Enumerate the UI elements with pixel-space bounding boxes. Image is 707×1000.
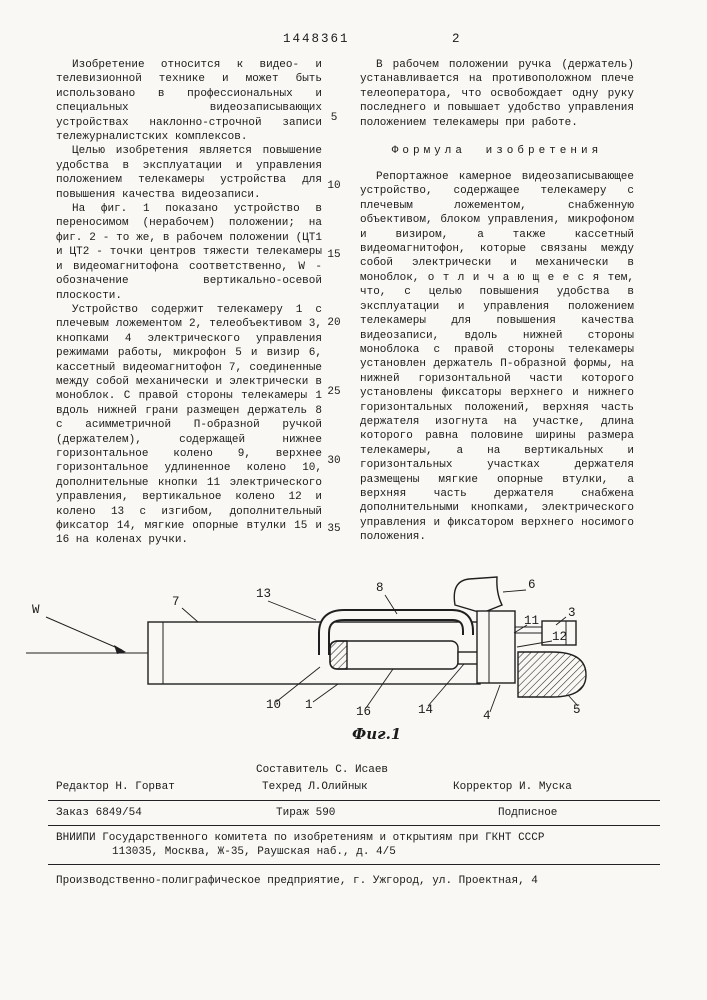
patent-number: 1448361 — [283, 32, 350, 46]
figure-label: 14 — [418, 703, 434, 717]
line-number: 35 — [327, 523, 341, 535]
divider — [48, 864, 660, 865]
viewfinder-horn — [454, 577, 502, 613]
figure-label: 6 — [528, 578, 536, 592]
paragraph: На фиг. 1 показано устройство в переносимом (нерабочем) положении; на фиг. 2 - то же, в рабочем положении (ЦТ1 и ЦТ2 - точки центров тяжести телекамеры и видеомагнитофона соответственно, W - обозначение вертикально-осевой плоскости. — [56, 203, 322, 302]
techred-credit: Техред Л.Олийнык — [262, 781, 368, 793]
figure-label: 4 — [483, 709, 491, 723]
claims-heading: Формула изобретения — [391, 145, 603, 158]
line-number: 30 — [327, 455, 341, 467]
figure-caption: Фиг.1 — [352, 725, 402, 743]
figure-label: 7 — [172, 595, 180, 609]
page-number: 2 — [452, 32, 460, 46]
paragraph: Изобретение относится к видео- и телевизионной технике и может быть использовано в профессиональных и специальных видеозаписывающих устройствах наклонно-строчной записи тележурналистских комплексов. — [56, 59, 322, 144]
figure-label: 1 — [305, 698, 313, 712]
figure-label: W — [32, 603, 40, 617]
line-number: 10 — [327, 180, 341, 192]
paragraph: В рабочем положении ручка (держатель) устанавливается на противоположном плече телеоператора, что освобождает одну руку последнего и повышает удобство управления положением телекамеры при работе. — [360, 59, 634, 129]
figure-label: 16 — [356, 705, 372, 719]
vniipo-address: 113035, Москва, Ж-35, Раушская наб., д. 4/5 — [112, 846, 396, 858]
figure-label: 5 — [573, 703, 581, 717]
page-header — [0, 32, 707, 50]
circulation: Тираж 590 — [276, 807, 336, 819]
figure-label: 13 — [256, 587, 272, 601]
line-number: 5 — [330, 112, 338, 124]
w-arrow-line — [46, 617, 122, 650]
printing-house: Производственно-полиграфическое предприятие, г. Ужгород, ул. Проектная, 4 — [56, 875, 538, 887]
divider — [48, 800, 660, 801]
corrector-credit: Корректор И. Муска — [453, 781, 572, 793]
claim-paragraph: Репортажное камерное видеозаписывающее устройство, содержащее телекамеру с плечевым ложементом, снабженную объективом, блоком управления, микрофоном и визиром, а также кассетный видеомагнитофон, которые связаны между собой электрически и механически в моноблок, о т л и ч а ю щ е е с я тем, что, с целью повышения удобства в эксплуатации и управления положением телекамеры для повышения качества видеозаписи, вдоль нижней стороны моноблока с правой стороны телекамеры установлен держатель П-образной формы, на нижней горизонтальной части которого установлены фиксаторы верхнего и нижнего горизонтальных положений, верхняя часть держателя изогнута на участке, длина которого равна половине ширины размера телекамеры, а на вертикальных и горизонтальных участках держателя размещены мягкие опорные втулки, а верхняя часть держателя снабжена дополнительными кнопками, электрического управления и фиксатором верхнего носимого положения. — [360, 171, 634, 544]
fixator-block — [458, 652, 478, 664]
editor-credit: Редактор Н. Горват — [56, 781, 175, 793]
figure-drawing — [0, 575, 707, 753]
microphone — [518, 652, 586, 697]
column-gutter — [322, 58, 360, 548]
control-block — [477, 611, 515, 683]
figure-label: 12 — [552, 630, 568, 644]
left-column — [56, 58, 322, 548]
paragraph: Устройство содержит телекамеру 1 с плечевым ложементом 2, телеобъективом 3, кнопками 4 электрического управления режимами работы, микрофон 5 и визир 6, кассетный видеомагнитофон 7, соединенные между собой механически и электрически в моноблок. С правой стороны телекамеры 1 вдоль нижней грани размещен держатель 8 с асимметричной П-образной ручкой (держателем), содержащей нижнее горизонтальное колено 9, верхнее горизонтальное удлиненное колено 10, дополнительные кнопки 11 электрического управления, вертикальное колено 12 и колено 13 с изгибом, дополнительный фиксатор 14, мягкие опорные втулки 15 и 16 на коленах ручки. — [56, 303, 322, 547]
divider — [48, 825, 660, 826]
right-column — [360, 58, 634, 548]
vniipo-line: ВНИИПИ Государственного комитета по изобретениям и открытиям при ГКНТ СССР — [56, 832, 545, 844]
line-number: 15 — [327, 249, 341, 261]
subscription: Подписное — [498, 807, 558, 819]
line-number: 25 — [327, 386, 341, 398]
text-columns — [56, 58, 636, 548]
cassette-recorder — [330, 641, 458, 669]
line-number: 20 — [327, 317, 341, 329]
figure-label: 10 — [266, 698, 282, 712]
figure-1 — [0, 575, 707, 753]
figure-label: 8 — [376, 581, 384, 595]
order-number: Заказ 6849/54 — [56, 807, 142, 819]
figure-label: 11 — [524, 614, 540, 628]
paragraph: Целью изобретения является повышение удобства в эксплуатации и управления положением телекамеры устройства для повышения качества видеозаписи. — [56, 145, 322, 201]
figure-label: 3 — [568, 606, 576, 620]
compiler-credit: Составитель С. Исаев — [256, 764, 389, 776]
bushing-hatched — [330, 641, 347, 669]
